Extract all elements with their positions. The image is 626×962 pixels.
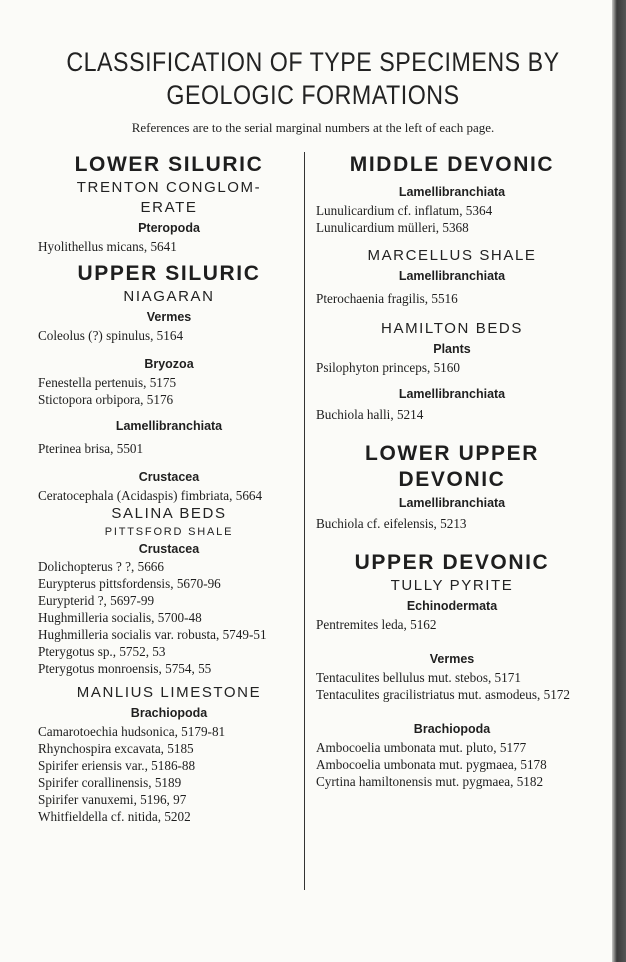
specimen-entry: Tentaculites gracilistriatus mut. asmodeus, 5172 — [316, 687, 570, 702]
specimen-entry: Whitfieldella cf. nitida, 5202 — [38, 809, 191, 824]
group-heading: Lamellibranchiata — [398, 185, 506, 199]
group-heading: Lamellibranchiata — [398, 269, 506, 283]
specimen-entry: Spirifer vanuxemi, 5196, 97 — [38, 792, 187, 807]
formation-heading: TRENTON CONGLOM- — [76, 179, 262, 196]
specimen-entry: Fenestella pertenuis, 5175 — [38, 375, 177, 390]
group-heading: Bryozoa — [144, 357, 194, 371]
column-divider — [304, 152, 305, 890]
specimen-entry: Dolichopterus ? ?, 5666 — [38, 559, 164, 574]
page-edge-shadow — [612, 0, 626, 962]
specimen-entry: Eurypterus pittsfordensis, 5670-96 — [38, 576, 221, 591]
page-title-line-1: CLASSIFICATION OF TYPE SPECIMENS BY — [66, 47, 560, 77]
era-heading: DEVONIC — [398, 468, 506, 491]
specimen-entry: Spirifer corallinensis, 5189 — [38, 775, 182, 790]
formation-heading: ERATE — [140, 199, 198, 216]
specimen-entry: Ceratocephala (Acidaspis) fimbriata, 5664 — [38, 488, 263, 503]
specimen-entry: Hyolithellus micans, 5641 — [38, 239, 177, 254]
formation-heading: NIAGARAN — [123, 288, 215, 305]
specimen-entry: Lunulicardium cf. inflatum, 5364 — [316, 203, 493, 218]
group-heading: Lamellibranchiata — [398, 387, 506, 401]
specimen-entry: Pterygotus sp., 5752, 53 — [38, 644, 166, 659]
group-heading: Vermes — [429, 652, 475, 666]
group-heading: Vermes — [146, 310, 192, 324]
group-heading: Lamellibranchiata — [398, 496, 506, 510]
specimen-entry: Rhynchospira excavata, 5185 — [38, 741, 194, 756]
right-column — [316, 150, 588, 790]
specimen-entry: Pterinea brisa, 5501 — [38, 441, 144, 456]
specimen-entry: Buchiola cf. eifelensis, 5213 — [316, 516, 467, 531]
specimen-entry: Eurypterid ?, 5697-99 — [38, 593, 155, 608]
specimen-entry: Pterygotus monroensis, 5754, 55 — [38, 661, 212, 676]
specimen-entry: Buchiola halli, 5214 — [316, 407, 424, 422]
group-heading: Pteropoda — [138, 221, 200, 235]
group-heading: Brachiopoda — [413, 722, 491, 736]
era-heading: MIDDLE DEVONIC — [349, 153, 555, 176]
specimen-entry: Hughmilleria socialis var. robusta, 5749-51 — [38, 627, 267, 642]
specimen-entry: Ambocoelia umbonata mut. pluto, 5177 — [316, 740, 527, 755]
era-heading: LOWER UPPER — [365, 442, 539, 465]
specimen-entry: Pentremites leda, 5162 — [316, 617, 437, 632]
specimen-entry: Coleolus (?) spinulus, 5164 — [38, 328, 184, 343]
page-subtitle: References are to the serial marginal numbers at the left of each page. — [131, 120, 495, 135]
specimen-entry: Tentaculites bellulus mut. stebos, 5171 — [316, 670, 521, 685]
group-heading: Echinodermata — [406, 599, 498, 613]
formation-heading: HAMILTON BEDS — [381, 320, 523, 337]
specimen-entry: Cyrtina hamiltonensis mut. pygmaea, 5182 — [316, 774, 544, 789]
specimen-entry: Stictopora orbipora, 5176 — [38, 392, 174, 407]
specimen-entry: Camarotoechia hudsonica, 5179-81 — [38, 724, 226, 739]
left-column — [38, 150, 300, 825]
group-heading: Plants — [433, 342, 471, 356]
group-heading: Crustacea — [138, 470, 200, 484]
specimen-entry: Hughmilleria socialis, 5700-48 — [38, 610, 202, 625]
era-heading: UPPER SILURIC — [77, 262, 261, 285]
group-heading: Crustacea — [138, 542, 200, 556]
sub-formation-heading: PITTSFORD SHALE — [104, 526, 234, 538]
specimen-entry: Pterochaenia fragilis, 5516 — [316, 291, 458, 306]
group-heading: Lamellibranchiata — [115, 419, 223, 433]
specimen-entry: Spirifer eriensis var., 5186-88 — [38, 758, 196, 773]
formation-heading: MARCELLUS SHALE — [367, 247, 537, 264]
specimen-entry: Lunulicardium mülleri, 5368 — [316, 220, 469, 235]
specimen-entry: Ambocoelia umbonata mut. pygmaea, 5178 — [316, 757, 547, 772]
page-title-line-2: GEOLOGIC FORMATIONS — [166, 80, 460, 110]
specimen-entry: Psilophyton princeps, 5160 — [316, 360, 460, 375]
formation-heading: TULLY PYRITE — [390, 577, 514, 594]
formation-heading: MANLIUS LIMESTONE — [76, 684, 262, 701]
era-heading: UPPER DEVONIC — [354, 551, 550, 574]
era-heading: LOWER SILURIC — [74, 153, 264, 176]
group-heading: Brachiopoda — [130, 706, 208, 720]
formation-heading: SALINA BEDS — [111, 505, 227, 522]
